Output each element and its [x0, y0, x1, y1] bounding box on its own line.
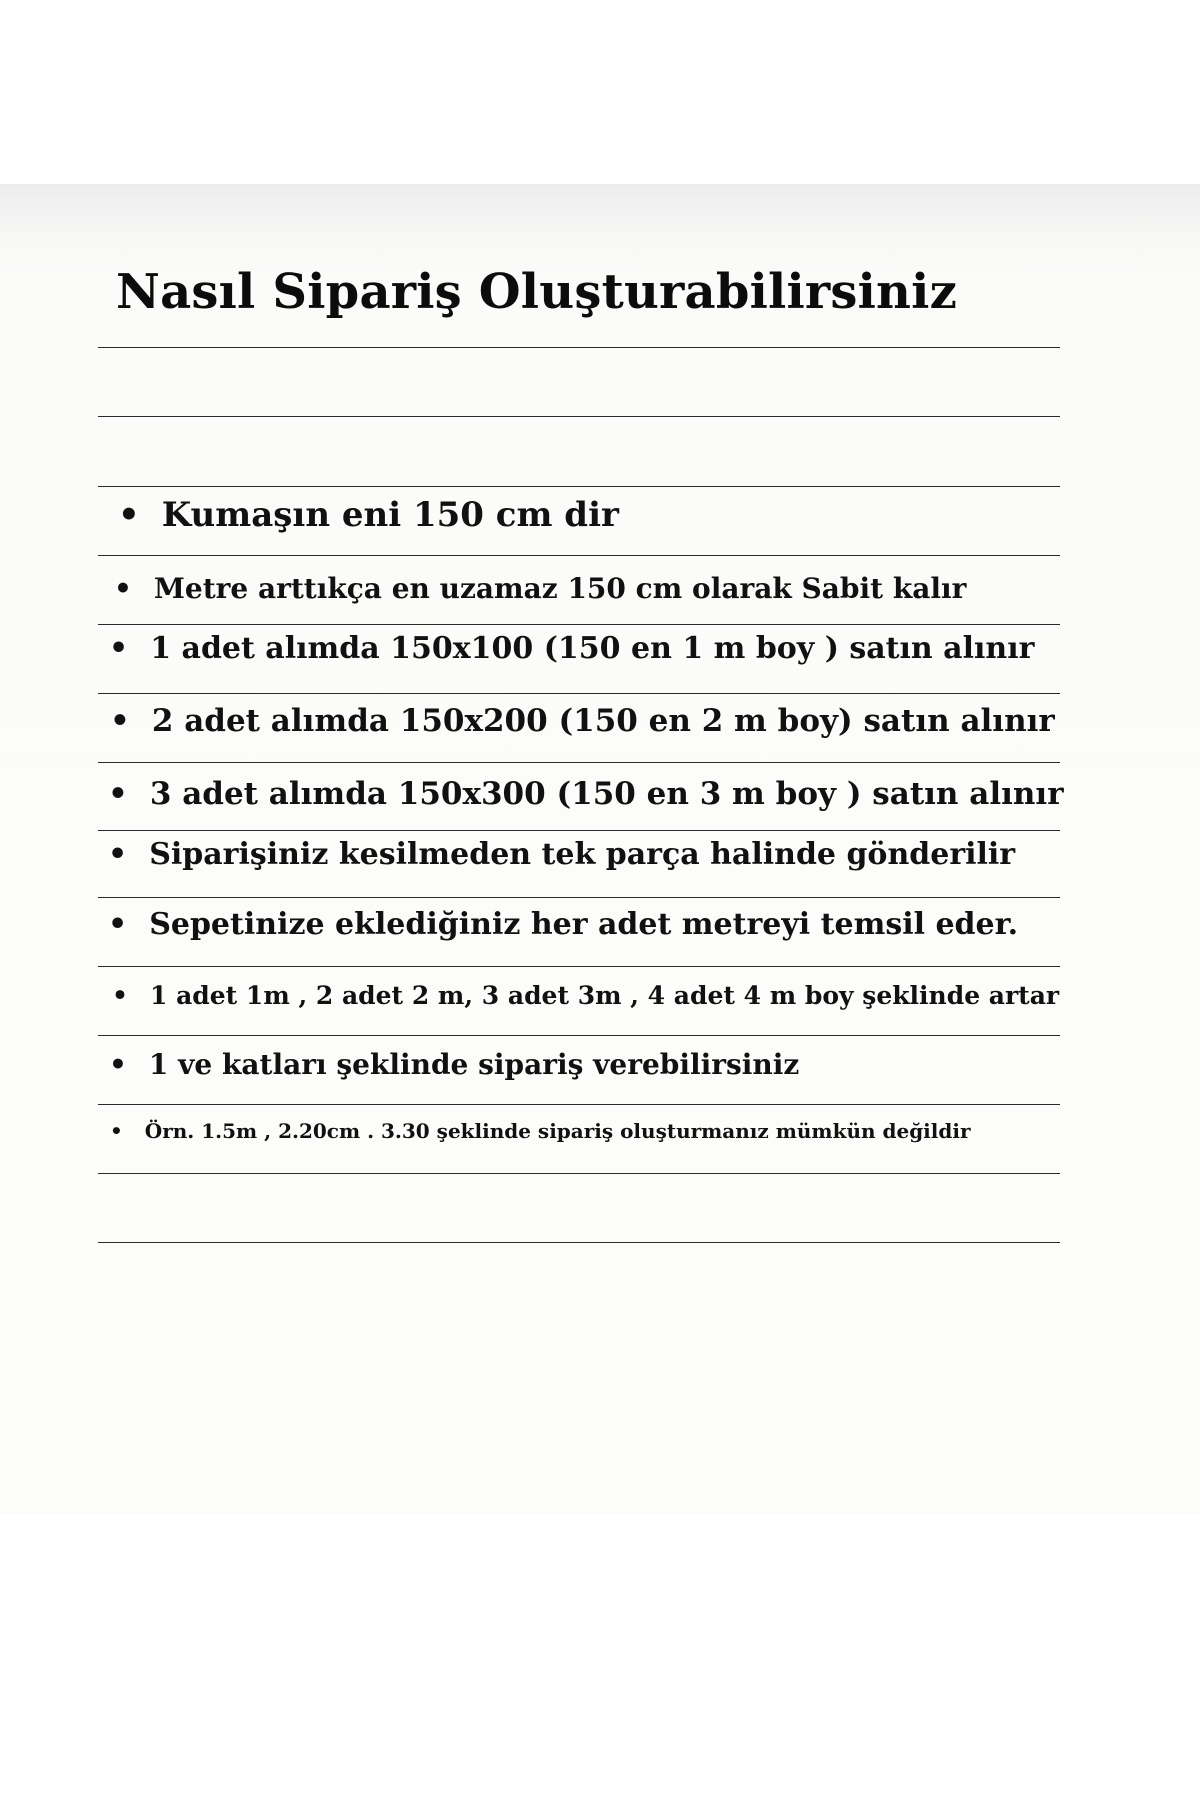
bullet-glyph: •	[108, 907, 128, 942]
list-item-text: Metre arttıkça en uzamaz 150 cm olarak Sabit kalır	[153, 572, 967, 605]
list-item	[112, 978, 1059, 1014]
bullet-glyph: •	[114, 572, 132, 605]
list-item-text: 2 adet alımda 150x200 (150 en 2 m boy) satın alınır	[151, 703, 1055, 739]
list-item	[108, 904, 1018, 946]
ruled-line	[98, 555, 1060, 556]
ruled-line	[98, 1104, 1060, 1105]
bullet-glyph: •	[109, 1048, 127, 1081]
bullet-glyph: •	[109, 631, 129, 666]
ruled-line	[98, 624, 1060, 625]
list-item	[109, 628, 1034, 670]
ruled-line	[98, 897, 1060, 898]
ruled-line	[98, 966, 1060, 967]
bullet-glyph: •	[108, 837, 128, 872]
top-margin	[0, 0, 1200, 184]
list-item-text: 1 adet alımda 150x100 (150 en 1 m boy ) satın alınır	[150, 631, 1035, 666]
list-item	[109, 1045, 799, 1085]
ruled-line	[98, 1035, 1060, 1036]
list-item-text: Siparişiniz kesilmeden tek parça halinde gönderilir	[149, 837, 1016, 872]
bullet-glyph: •	[110, 703, 130, 739]
ruled-line	[98, 486, 1060, 487]
page-title: Nasıl Sipariş Oluşturabilirsiniz	[116, 264, 958, 320]
list-item	[114, 569, 966, 609]
bullet-glyph: •	[108, 776, 128, 812]
ruled-line	[98, 347, 1060, 348]
ruled-line	[98, 830, 1060, 831]
list-item	[108, 834, 1015, 876]
bottom-margin	[0, 1514, 1200, 1800]
list-item-text: 3 adet alımda 150x300 (150 en 3 m boy ) satın alınır	[149, 776, 1064, 812]
list-item	[110, 1116, 971, 1146]
list-item	[118, 492, 619, 538]
bullet-glyph: •	[110, 1119, 123, 1143]
list-item-text: 1 ve katları şeklinde sipariş verebilirsiniz	[148, 1048, 800, 1081]
ruled-line	[98, 416, 1060, 417]
bullet-glyph: •	[112, 981, 128, 1010]
ruled-line	[98, 693, 1060, 694]
bullet-glyph: •	[118, 495, 140, 535]
ruled-line	[98, 1242, 1060, 1243]
ruled-line	[98, 1173, 1060, 1174]
list-item-text: 1 adet 1m , 2 adet 2 m, 3 adet 3m , 4 adet 4 m boy şeklinde artar	[149, 981, 1060, 1010]
list-item-text: Kumaşın eni 150 cm dir	[161, 495, 619, 535]
list-item-text: Örn. 1.5m , 2.20cm . 3.30 şeklinde sipariş oluşturmanız mümkün değildir	[144, 1119, 971, 1143]
list-item	[108, 773, 1064, 816]
list-item	[110, 700, 1055, 743]
list-item-text: Sepetinize eklediğiniz her adet metreyi temsil eder.	[149, 907, 1019, 942]
ruled-line	[98, 762, 1060, 763]
